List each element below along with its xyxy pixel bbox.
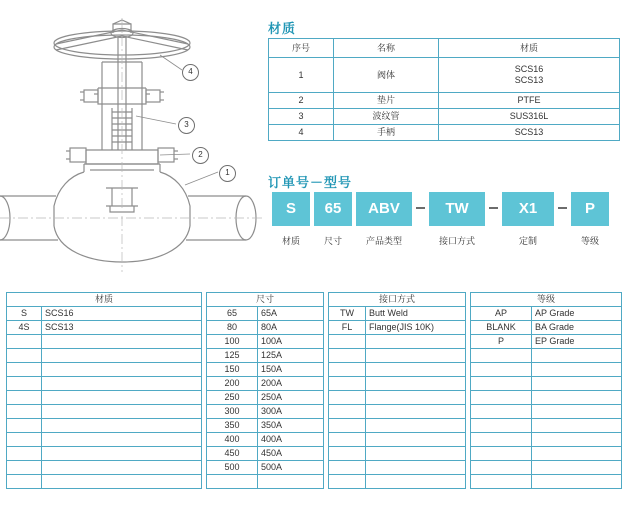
cell-value: 450A [258, 447, 324, 461]
cell-code: 100 [207, 335, 258, 349]
cell-value [366, 475, 466, 489]
cell-code: 4S [7, 321, 42, 335]
table-row [7, 433, 202, 447]
cell-code [7, 405, 42, 419]
code-label-connection: 接口方式 [438, 236, 475, 246]
table-row [329, 433, 466, 447]
cell-material-line2: SCS13 [514, 75, 544, 85]
order-code-row [268, 192, 620, 262]
cell-value [366, 377, 466, 391]
table-row [329, 391, 466, 405]
table-header-row [269, 39, 620, 58]
cell-no: 1 [269, 58, 334, 93]
reference-table-connection [328, 292, 466, 489]
reference-table-grade [470, 292, 622, 489]
table-row [471, 335, 622, 349]
cell-value [42, 363, 202, 377]
cell-value [42, 461, 202, 475]
table-row [471, 363, 622, 377]
table-row [471, 419, 622, 433]
cell-code: 400 [207, 433, 258, 447]
cell-value: 250A [258, 391, 324, 405]
table-row [471, 321, 622, 335]
table-row [269, 93, 620, 109]
table-row [7, 461, 202, 475]
cell-value [42, 419, 202, 433]
table-row [329, 377, 466, 391]
cell-code [329, 475, 366, 489]
cell-material-line1: SCS16 [514, 64, 544, 74]
cell-code: 450 [207, 447, 258, 461]
table-row [207, 363, 324, 377]
cell-code: FL [329, 321, 366, 335]
valve-drawing [0, 0, 262, 288]
cell-value [42, 447, 202, 461]
cell-value: BA Grade [532, 321, 622, 335]
cell-value [366, 363, 466, 377]
cell-code [329, 419, 366, 433]
table-row [471, 405, 622, 419]
table-row [207, 307, 324, 321]
cell-material: SCS13 [439, 125, 620, 141]
table-row [207, 349, 324, 363]
cell-value: 150A [258, 363, 324, 377]
cell-code: 150 [207, 363, 258, 377]
table-row [7, 447, 202, 461]
code-label-grade: 等级 [580, 236, 599, 246]
cell-code: 250 [207, 391, 258, 405]
table-row [329, 335, 466, 349]
cell-value [42, 335, 202, 349]
code-label-material: 材质 [281, 236, 300, 246]
cell-value: Butt Weld [366, 307, 466, 321]
cell-no: 2 [269, 93, 334, 109]
cell-code: 500 [207, 461, 258, 475]
table-row [269, 109, 620, 125]
dash-separator-2 [489, 207, 498, 209]
cell-no: 4 [269, 125, 334, 141]
table-row [207, 377, 324, 391]
table-row [329, 461, 466, 475]
code-box-size: 65 [314, 192, 352, 226]
cell-code [7, 391, 42, 405]
cell-code [207, 475, 258, 489]
table-row [471, 475, 622, 489]
cell-material: PTFE [439, 93, 620, 109]
cell-value: 100A [258, 335, 324, 349]
callout-3: 3 [178, 117, 195, 134]
cell-name: 阀体 [334, 58, 439, 93]
code-box-custom: X1 [502, 192, 554, 226]
table-row [329, 475, 466, 489]
table-header-row [329, 293, 466, 307]
code-label-size: 尺寸 [323, 236, 342, 246]
cell-code [471, 377, 532, 391]
cell-code [7, 433, 42, 447]
table-row [207, 391, 324, 405]
cell-value [532, 433, 622, 447]
table-row [7, 377, 202, 391]
table-row [471, 391, 622, 405]
code-box-material: S [272, 192, 310, 226]
cell-code [7, 335, 42, 349]
table-row [207, 433, 324, 447]
code-label-custom: 定制 [518, 236, 537, 246]
cell-code [471, 447, 532, 461]
cell-value [532, 405, 622, 419]
table-row [7, 307, 202, 321]
table-row [329, 321, 466, 335]
table-row [207, 405, 324, 419]
cell-value: 400A [258, 433, 324, 447]
cell-value [258, 475, 324, 489]
table-row [207, 321, 324, 335]
cell-value: EP Grade [532, 335, 622, 349]
cell-value [42, 433, 202, 447]
cell-value: 65A [258, 307, 324, 321]
table-row [329, 419, 466, 433]
cell-code [7, 447, 42, 461]
cell-code [471, 461, 532, 475]
table-row [207, 419, 324, 433]
table-row [207, 475, 324, 489]
cell-value [532, 391, 622, 405]
table-row [207, 461, 324, 475]
cell-code [471, 419, 532, 433]
cell-code [7, 363, 42, 377]
valve-drawing-svg [0, 0, 262, 288]
cell-code [471, 363, 532, 377]
header-name: 名称 [334, 39, 439, 58]
table-header-row [7, 293, 202, 307]
cell-material: SUS316L [439, 109, 620, 125]
cell-code: BLANK [471, 321, 532, 335]
cell-value: 350A [258, 419, 324, 433]
cell-code [329, 349, 366, 363]
callout-2: 2 [192, 147, 209, 164]
header-material: 材质 [7, 293, 202, 307]
table-row [7, 419, 202, 433]
cell-value [532, 475, 622, 489]
table-header-row [207, 293, 324, 307]
cell-value [532, 461, 622, 475]
cell-value [366, 433, 466, 447]
cell-code [471, 391, 532, 405]
reference-table-size [206, 292, 324, 489]
cell-code [7, 475, 42, 489]
cell-material [439, 58, 620, 93]
table-row [269, 125, 620, 141]
table-row [471, 377, 622, 391]
cell-value [42, 377, 202, 391]
cell-code [7, 461, 42, 475]
cell-value: AP Grade [532, 307, 622, 321]
table-row [7, 391, 202, 405]
cell-code: AP [471, 307, 532, 321]
cell-value [42, 349, 202, 363]
table-row [7, 349, 202, 363]
callout-1: 1 [219, 165, 236, 182]
table-row [7, 363, 202, 377]
table-row [471, 307, 622, 321]
cell-code [329, 447, 366, 461]
cell-value: SCS16 [42, 307, 202, 321]
cell-value: 300A [258, 405, 324, 419]
table-row [7, 321, 202, 335]
cell-value: 200A [258, 377, 324, 391]
cell-code: 65 [207, 307, 258, 321]
material-table [268, 38, 620, 141]
cell-value [366, 349, 466, 363]
cell-value [366, 335, 466, 349]
header-grade: 等级 [471, 293, 622, 307]
cell-value [532, 349, 622, 363]
cell-value [532, 363, 622, 377]
cell-code [7, 419, 42, 433]
callout-4: 4 [182, 64, 199, 81]
table-row [471, 447, 622, 461]
cell-code: TW [329, 307, 366, 321]
header-connection: 接口方式 [329, 293, 466, 307]
dash-separator-1 [416, 207, 425, 209]
cell-code [7, 349, 42, 363]
cell-value: SCS13 [42, 321, 202, 335]
material-section-title: 材质 [268, 21, 297, 36]
cell-value [42, 475, 202, 489]
header-no: 序号 [269, 39, 334, 58]
cell-code [7, 377, 42, 391]
cell-code: 300 [207, 405, 258, 419]
cell-code [329, 391, 366, 405]
cell-code [329, 335, 366, 349]
cell-value [42, 405, 202, 419]
cell-code: 200 [207, 377, 258, 391]
table-header-row [471, 293, 622, 307]
cell-code [329, 377, 366, 391]
cell-value [366, 391, 466, 405]
code-box-connection: TW [429, 192, 485, 226]
cell-value [42, 391, 202, 405]
cell-code [329, 363, 366, 377]
table-row [7, 475, 202, 489]
cell-code [471, 405, 532, 419]
cell-value [532, 419, 622, 433]
code-box-product-type: ABV [356, 192, 412, 226]
cell-value [366, 419, 466, 433]
table-row [471, 349, 622, 363]
reference-table-material [6, 292, 202, 489]
cell-name: 波纹管 [334, 109, 439, 125]
cell-value: 80A [258, 321, 324, 335]
cell-value: 125A [258, 349, 324, 363]
table-row [7, 335, 202, 349]
cell-no: 3 [269, 109, 334, 125]
cell-code [471, 349, 532, 363]
table-row [329, 447, 466, 461]
cell-code [471, 475, 532, 489]
cell-value [366, 405, 466, 419]
cell-value: Flange(JIS 10K) [366, 321, 466, 335]
cell-value [366, 461, 466, 475]
table-row [269, 58, 620, 93]
cell-code [471, 433, 532, 447]
header-size: 尺寸 [207, 293, 324, 307]
table-row [7, 405, 202, 419]
code-box-grade: P [571, 192, 609, 226]
cell-value [532, 447, 622, 461]
cell-code: 80 [207, 321, 258, 335]
table-row [329, 349, 466, 363]
cell-code: P [471, 335, 532, 349]
cell-code: S [7, 307, 42, 321]
cell-code [329, 433, 366, 447]
table-row [471, 461, 622, 475]
cell-value [532, 377, 622, 391]
code-label-product-type: 产品类型 [365, 236, 402, 246]
dash-separator-3 [558, 207, 567, 209]
cell-code [329, 405, 366, 419]
cell-code [329, 461, 366, 475]
cell-name: 手柄 [334, 125, 439, 141]
cell-code: 125 [207, 349, 258, 363]
table-row [329, 405, 466, 419]
cell-name: 垫片 [334, 93, 439, 109]
cell-value [366, 447, 466, 461]
table-row [471, 433, 622, 447]
table-row [329, 363, 466, 377]
table-row [207, 447, 324, 461]
table-row [207, 335, 324, 349]
cell-code: 350 [207, 419, 258, 433]
table-row [329, 307, 466, 321]
order-section-title: 订单号－型号 [268, 175, 353, 190]
cell-value: 500A [258, 461, 324, 475]
header-material: 材质 [439, 39, 620, 58]
